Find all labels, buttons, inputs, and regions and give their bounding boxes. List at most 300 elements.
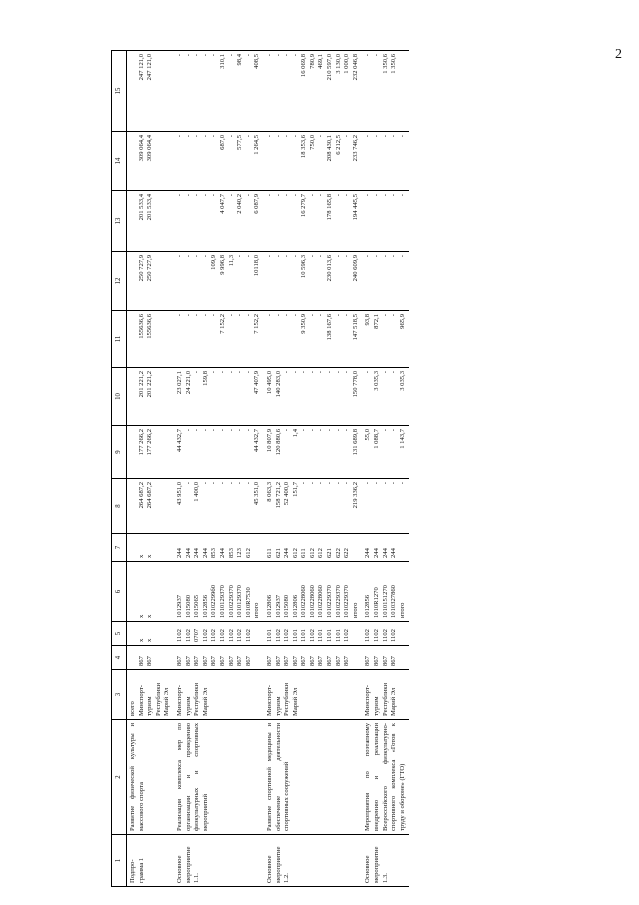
cell-line: 867 xyxy=(317,656,325,666)
value-cell xyxy=(127,426,174,479)
cell-line: - xyxy=(175,135,183,138)
cell-line: - xyxy=(274,135,282,138)
cell-line: - xyxy=(265,314,273,317)
cell-line: Основное xyxy=(175,855,183,883)
cell-line: - xyxy=(236,314,244,317)
cell-line: итого xyxy=(253,602,261,618)
cell-line: 150 778,0 xyxy=(351,371,359,398)
cell-line: 612 xyxy=(244,548,252,558)
cell-line: - xyxy=(398,194,406,197)
cell-line: - xyxy=(398,255,406,258)
cell-line: - xyxy=(334,429,342,432)
cell-line: 1010151270 xyxy=(381,585,389,618)
cell-line: 43 951,0 xyxy=(175,482,183,506)
cell-line: 687,0 xyxy=(218,135,226,150)
cell-line: 140 283,0 xyxy=(274,371,282,398)
cell-line: - xyxy=(381,371,389,374)
cell-line: - xyxy=(244,54,252,57)
col-header: 2 xyxy=(112,720,127,835)
cell-line: 1012856 xyxy=(364,594,372,618)
cell-line: 244 xyxy=(364,548,372,558)
cell-line: 1.1. xyxy=(193,873,201,883)
executor-cell xyxy=(362,670,409,720)
cell-line: 867 xyxy=(201,656,209,666)
value-cell xyxy=(127,311,174,368)
value-cell xyxy=(174,252,264,311)
cell-line: 1,4 xyxy=(291,429,299,438)
value-cell xyxy=(264,51,363,132)
cell-line: 7 152,2 xyxy=(218,314,226,334)
cell-line: 3 130,0 xyxy=(334,54,342,74)
cell-line: - xyxy=(201,194,209,197)
cell-line: 867 xyxy=(300,656,308,666)
col-header: 11 xyxy=(112,311,127,368)
col-header: 15 xyxy=(112,51,127,132)
cell-line: 177 266,2 xyxy=(146,429,154,456)
cell-line: 1102 xyxy=(184,629,192,642)
cell-line: 780,9 xyxy=(308,54,316,69)
cell-line: 1102 xyxy=(390,629,398,642)
col-header: 9 xyxy=(112,426,127,479)
cell-line xyxy=(129,537,138,558)
cell-line: грамма 1 xyxy=(137,857,145,883)
rzpr-cell xyxy=(362,622,409,646)
cell-line: 965,9 xyxy=(398,314,406,329)
cell-line: 1010229370 xyxy=(227,585,235,618)
cell-line: - xyxy=(390,314,398,317)
value-cell xyxy=(362,51,409,132)
cell-line xyxy=(129,371,138,422)
rzpr-cell xyxy=(127,622,174,646)
value-cell xyxy=(174,311,264,368)
col-header: 10 xyxy=(112,368,127,426)
cell-line: - xyxy=(343,429,351,432)
cell-line: 250 727,9 xyxy=(146,255,154,282)
cell-line: 867 xyxy=(343,656,351,666)
grbs-cell xyxy=(362,646,409,670)
cell-line: 240 609,9 xyxy=(351,255,359,282)
value-cell xyxy=(174,368,264,426)
cell-line: - xyxy=(218,371,226,374)
cell-line: 867 xyxy=(218,656,226,666)
cell-line: x xyxy=(146,614,154,618)
cell-line: - xyxy=(334,194,342,197)
cell-line: - xyxy=(227,371,235,374)
csr-cell xyxy=(127,562,174,622)
cell-line: - xyxy=(227,135,235,138)
cell-line: - xyxy=(291,194,299,197)
cell-line: 611 xyxy=(265,548,273,558)
cell-line: - xyxy=(291,135,299,138)
cell-line: 1010228060 xyxy=(308,585,316,618)
value-cell xyxy=(127,191,174,252)
cell-line: Республики xyxy=(381,682,389,716)
cell-line: 612 xyxy=(291,548,299,558)
cell-line: 10 495,0 xyxy=(265,371,273,395)
value-cell xyxy=(127,368,174,426)
cell-line: 201 221,2 xyxy=(137,371,145,398)
col-header: 14 xyxy=(112,132,127,191)
cell-line: - xyxy=(244,482,252,485)
cell-line: - xyxy=(343,371,351,374)
cell-line: - xyxy=(390,255,398,258)
cell-line: 10118,0 xyxy=(253,255,261,277)
value-cell xyxy=(264,252,363,311)
cell-line: 264 687,2 xyxy=(137,482,145,509)
cell-line: 1102 xyxy=(381,629,389,642)
cell-line: - xyxy=(244,371,252,374)
cell-line: - xyxy=(317,371,325,374)
cell-line: Республики xyxy=(193,682,201,716)
table-row xyxy=(127,51,174,887)
cell-line: 1102 xyxy=(373,629,381,642)
cell-line xyxy=(129,482,138,530)
cell-line: 120 880,6 xyxy=(274,429,282,456)
cell-line: 244 xyxy=(218,548,226,558)
cell-line: Марий Эл xyxy=(201,687,209,716)
col-header: 4 xyxy=(112,646,127,670)
cell-line xyxy=(129,54,138,128)
cell-line: - xyxy=(201,54,209,57)
cell-line: Марий Эл xyxy=(163,687,171,716)
table-row xyxy=(362,51,409,887)
cell-line: 158 721,2 xyxy=(274,482,282,509)
cell-line: - xyxy=(381,314,389,317)
csr-cell xyxy=(264,562,363,622)
cell-line: 1010229370 xyxy=(343,585,351,618)
cell-line: Минспорт- xyxy=(364,685,372,716)
executor-cell xyxy=(174,670,264,720)
cell-line: - xyxy=(283,135,291,138)
cell-line: - xyxy=(274,314,282,317)
csr-cell xyxy=(362,562,409,622)
cell-line: - xyxy=(193,135,201,138)
cell-line: - xyxy=(184,482,192,485)
cell-line: - xyxy=(308,194,316,197)
cell-line: 867 xyxy=(137,656,145,666)
cell-line: Основное xyxy=(364,855,372,883)
cell-line: 1102 xyxy=(283,629,291,642)
cell-line: - xyxy=(381,194,389,197)
cell-line: - xyxy=(265,255,273,258)
cell-line: - xyxy=(236,371,244,374)
cell-line: 1010R7530 xyxy=(244,587,252,618)
cell-line: 178 165,8 xyxy=(326,194,334,221)
cell-line: 1101 xyxy=(326,629,334,642)
cell-line: - xyxy=(184,255,192,258)
cell-line: 867 xyxy=(373,656,381,666)
cell-line: 147 518,5 xyxy=(351,314,359,341)
description-cell: Мероприятия по поэтапному внедрению и реализации Всероссийского физкультурно-спортивного комплекса «Готов к труду и обороне» (ГТО) xyxy=(362,720,409,835)
cell-line: 867 xyxy=(265,656,273,666)
cell-line: - xyxy=(381,429,389,432)
cell-line xyxy=(129,314,138,364)
value-cell xyxy=(264,479,363,534)
cell-line: 93,8 xyxy=(364,314,372,326)
cell-line: - xyxy=(343,135,351,138)
cell-line: 233 746,2 xyxy=(351,135,359,162)
cell-line: 1015080 xyxy=(184,594,192,618)
executor-cell xyxy=(127,670,174,720)
value-cell xyxy=(127,132,174,191)
cell-line: 230 013,6 xyxy=(326,255,334,282)
cell-line: - xyxy=(227,429,235,432)
cell-line: 210 597,0 xyxy=(326,54,334,81)
cell-line: 0707 xyxy=(193,628,201,642)
cell-line: 1101 xyxy=(317,629,325,642)
cell-line: - xyxy=(326,371,334,374)
cell-line: 2 040,2 xyxy=(236,194,244,214)
cell-line: 867 xyxy=(236,656,244,666)
cell-line: - xyxy=(184,135,192,138)
cell-line: 232 046,8 xyxy=(351,54,359,81)
cell-line: 867 xyxy=(244,656,252,666)
cell-line: 10 596,3 xyxy=(300,255,308,279)
cell-line: 867 xyxy=(227,656,235,666)
cell-line: 131 689,8 xyxy=(351,429,359,456)
cell-line: 867 xyxy=(274,656,282,666)
description-cell: Реализация комплекса мер по организации и проведению физкультурных и спортивных мероприятий xyxy=(174,720,264,835)
cell-line: x xyxy=(146,638,154,642)
cell-line: - xyxy=(265,54,273,57)
cell-line: 194 445,5 xyxy=(351,194,359,221)
vr-cell xyxy=(362,534,409,562)
cell-line: - xyxy=(364,255,372,258)
cell-line: - xyxy=(175,314,183,317)
cell-line: - xyxy=(244,135,252,138)
cell-line: - xyxy=(184,54,192,57)
cell-line: 244 xyxy=(381,548,389,558)
cell-line: 24 221,0 xyxy=(184,371,192,395)
cell-line: 1101 xyxy=(291,629,299,642)
cell-line: - xyxy=(210,54,218,57)
csr-cell xyxy=(174,562,264,622)
cell-line: 867 xyxy=(381,656,389,666)
cell-line: 867 xyxy=(334,656,342,666)
cell-line: - xyxy=(283,255,291,258)
cell-line: - xyxy=(193,371,201,374)
cell-line: - xyxy=(201,314,209,317)
program-cell xyxy=(264,835,363,887)
cell-line: 3 035,3 xyxy=(373,371,381,391)
cell-line: - xyxy=(227,314,235,317)
cell-line: 867 xyxy=(283,656,291,666)
cell-line: 611 xyxy=(300,548,308,558)
cell-line: 4 047,7 xyxy=(218,194,226,214)
cell-line: 244 xyxy=(390,548,398,558)
cell-line: - xyxy=(227,482,235,485)
cell-line: 55,0 xyxy=(364,429,372,441)
cell-line: - xyxy=(317,255,325,258)
cell-line: 1102 xyxy=(227,629,235,642)
value-cell xyxy=(127,252,174,311)
cell-line: - xyxy=(274,255,282,258)
cell-line: - xyxy=(227,54,235,57)
cell-line: - xyxy=(364,194,372,197)
cell-line: 9 350,9 xyxy=(300,314,308,334)
cell-line: 1102 xyxy=(236,629,244,642)
col-header: 5 xyxy=(112,622,127,646)
value-cell xyxy=(174,479,264,534)
cell-line: всего xyxy=(129,701,136,716)
cell-line xyxy=(129,255,138,307)
cell-line: 44 432,7 xyxy=(175,429,183,453)
grbs-cell xyxy=(264,646,363,670)
cell-line: - xyxy=(308,482,316,485)
cell-line: Марий Эл xyxy=(291,687,299,716)
cell-line: - xyxy=(236,255,244,258)
cell-line: - xyxy=(283,314,291,317)
cell-line: - xyxy=(244,194,252,197)
cell-line: - xyxy=(274,194,282,197)
value-cell xyxy=(174,191,264,252)
vr-cell xyxy=(264,534,363,562)
cell-line: 1015080 xyxy=(283,594,291,618)
executor-cell xyxy=(264,670,363,720)
cell-line: - xyxy=(390,135,398,138)
cell-line: - xyxy=(193,255,201,258)
cell-line: 9 996,8 xyxy=(218,255,226,275)
rzpr-cell xyxy=(264,622,363,646)
cell-line: - xyxy=(210,482,218,485)
cell-line: 201 533,4 xyxy=(146,194,154,221)
vr-cell xyxy=(174,534,264,562)
table-body xyxy=(127,51,410,887)
cell-line xyxy=(129,194,138,248)
cell-line: - xyxy=(274,54,282,57)
cell-line: 1010229370 xyxy=(326,585,334,618)
cell-line: 1102 xyxy=(210,629,218,642)
cell-line: 10102299б0 xyxy=(210,584,218,618)
cell-line: 1015065 xyxy=(193,594,201,618)
cell-line: 867 xyxy=(193,656,201,666)
value-cell xyxy=(362,191,409,252)
cell-line: 47 407,9 xyxy=(253,371,261,395)
cell-line: 138 167,6 xyxy=(326,314,334,341)
cell-line: 1102 xyxy=(175,629,183,642)
cell-line: - xyxy=(398,482,406,485)
cell-line: Республики xyxy=(154,682,162,716)
value-cell xyxy=(362,368,409,426)
cell-line: 1.3. xyxy=(381,873,389,883)
rzpr-cell xyxy=(174,622,264,646)
cell-line: 3 035,3 xyxy=(398,371,406,391)
value-cell xyxy=(264,132,363,191)
cell-line: - xyxy=(300,371,308,374)
cell-line: 577,5 xyxy=(236,135,244,150)
col-header: 3 xyxy=(112,670,127,720)
col-header: 1 xyxy=(112,835,127,887)
cell-line: 16 279,7 xyxy=(300,194,308,218)
cell-line: 309 064,4 xyxy=(146,135,154,162)
cell-line: - xyxy=(184,429,192,432)
cell-line: 6 212,5 xyxy=(334,135,342,155)
cell-line: - xyxy=(201,255,209,258)
cell-line: 1010229370 xyxy=(334,585,342,618)
grbs-cell xyxy=(127,646,174,670)
cell-line: - xyxy=(210,371,218,374)
cell-line: - xyxy=(265,135,273,138)
cell-line: 1012937 xyxy=(175,594,183,618)
cell-line: - xyxy=(308,371,316,374)
cell-line: мероприятие xyxy=(184,846,192,883)
program-cell xyxy=(362,835,409,887)
cell-line: - xyxy=(283,194,291,197)
cell-line: 250 727,9 xyxy=(137,255,145,282)
cell-line: 7 152,2 xyxy=(253,314,261,334)
cell-line xyxy=(129,429,138,475)
cell-line: - xyxy=(373,54,381,57)
cell-line: - xyxy=(244,429,252,432)
cell-line: - xyxy=(193,314,201,317)
cell-line: 98,4 xyxy=(236,54,244,66)
cell-line: - xyxy=(390,429,398,432)
cell-line: 612 xyxy=(317,548,325,558)
description-cell: Развитие физической культуры и массового спорта xyxy=(127,720,174,835)
cell-line: - xyxy=(283,371,291,374)
value-cell xyxy=(362,132,409,191)
cell-line: 867 xyxy=(326,656,334,666)
cell-line: 247 121,0 xyxy=(137,54,145,81)
cell-line: - xyxy=(317,429,325,432)
cell-line: туризм xyxy=(146,696,154,716)
cell-line: Минспорт- xyxy=(137,685,145,716)
value-cell xyxy=(174,51,264,132)
cell-line: 621 xyxy=(326,548,334,558)
vr-cell xyxy=(127,534,174,562)
cell-line: 1012806 xyxy=(291,594,299,618)
cell-line: 11,3 xyxy=(227,255,235,267)
cell-line: 750,0 xyxy=(308,135,316,150)
cell-line: 1 400,0 xyxy=(193,482,201,502)
cell-line: - xyxy=(364,482,372,485)
cell-line: - xyxy=(300,429,308,432)
cell-line: x xyxy=(137,638,145,642)
cell-line: - xyxy=(398,135,406,138)
cell-line: - xyxy=(334,314,342,317)
cell-line: 244 xyxy=(373,548,381,558)
cell-line: - xyxy=(244,255,252,258)
cell-line: 1010129370 xyxy=(236,585,244,618)
cell-line: 1012937 xyxy=(274,594,282,618)
cell-line: мероприятие xyxy=(373,846,381,883)
cell-line: туризм xyxy=(184,696,192,716)
cell-line: 1012806 xyxy=(265,594,273,618)
cell-line: - xyxy=(244,314,252,317)
cell-line: 247 121,0 xyxy=(146,54,154,81)
cell-line: 44 432,7 xyxy=(253,429,261,453)
cell-line: 867 xyxy=(146,656,154,666)
value-cell xyxy=(362,426,409,479)
cell-line: - xyxy=(334,371,342,374)
value-cell xyxy=(264,426,363,479)
cell-line: Марий Эл xyxy=(390,687,398,716)
cell-line: Республики xyxy=(283,682,291,716)
value-cell xyxy=(264,311,363,368)
cell-line: итого xyxy=(351,602,359,618)
cell-line: 155636,6 xyxy=(146,314,154,339)
cell-line: 1 088,7 xyxy=(373,429,381,449)
cell-line: 244 xyxy=(283,548,291,558)
value-cell xyxy=(174,132,264,191)
cell-line: - xyxy=(343,482,351,485)
cell-line: 612 xyxy=(308,548,316,558)
cell-line: 45 351,0 xyxy=(253,482,261,506)
cell-line: 872,1 xyxy=(373,314,381,329)
cell-line: итого xyxy=(398,602,406,618)
cell-line: 123 xyxy=(236,548,244,558)
value-cell xyxy=(264,191,363,252)
